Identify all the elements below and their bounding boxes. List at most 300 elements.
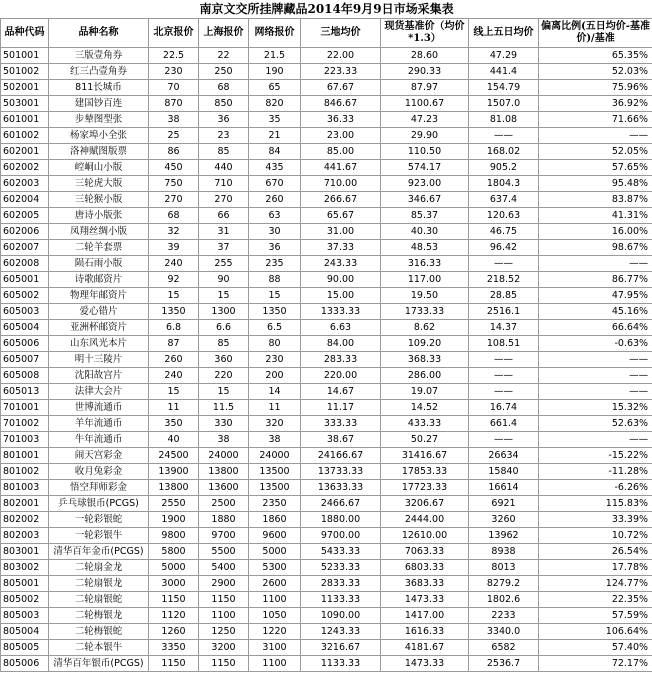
cell-name: 三轮虎大版 — [49, 176, 149, 192]
cell-deviation: -15.22% — [539, 448, 652, 464]
table-row — [1, 352, 652, 368]
cell-online: 1100 — [249, 592, 301, 608]
cell-shanghai: 23 — [199, 128, 249, 144]
cell-avg: 23.00 — [301, 128, 381, 144]
cell-online: 230 — [249, 352, 301, 368]
cell-deviation: 33.39% — [539, 512, 652, 528]
cell-shanghai: 1880 — [199, 512, 249, 528]
cell-name: 二轮梅银蛇 — [49, 624, 149, 640]
cell-deviation: 72.17% — [539, 656, 652, 672]
header-five-day: 线上五日均价 — [469, 19, 539, 48]
table-row — [1, 192, 652, 208]
cell-avg: 13733.33 — [301, 464, 381, 480]
cell-deviation: -6.26% — [539, 480, 652, 496]
cell-beijing: 240 — [149, 256, 199, 272]
cell-deviation: 65.35% — [539, 48, 652, 64]
cell-online: 260 — [249, 192, 301, 208]
cell-name: 山东风光本片 — [49, 336, 149, 352]
cell-base-price: 19.50 — [381, 288, 469, 304]
cell-code: 502001 — [1, 80, 49, 96]
cell-avg: 1090.00 — [301, 608, 381, 624]
cell-code: 602006 — [1, 224, 49, 240]
cell-name: 三轮猴小版 — [49, 192, 149, 208]
cell-five-day: 661.4 — [469, 416, 539, 432]
cell-avg: 36.33 — [301, 112, 381, 128]
cell-name: 诗歌邮资片 — [49, 272, 149, 288]
table-row — [1, 240, 652, 256]
cell-beijing: 450 — [149, 160, 199, 176]
cell-deviation: -11.28% — [539, 464, 652, 480]
cell-deviation: 124.77% — [539, 576, 652, 592]
cell-avg: 5433.33 — [301, 544, 381, 560]
cell-base-price: 1100.67 — [381, 96, 469, 112]
cell-avg: 1243.33 — [301, 624, 381, 640]
cell-online: 80 — [249, 336, 301, 352]
cell-base-price: 40.30 — [381, 224, 469, 240]
cell-beijing: 1150 — [149, 656, 199, 672]
cell-five-day: 16.74 — [469, 400, 539, 416]
header-code: 品种代码 — [1, 19, 49, 48]
cell-shanghai: 5400 — [199, 560, 249, 576]
cell-code: 803001 — [1, 544, 49, 560]
cell-name: 世博流通币 — [49, 400, 149, 416]
cell-code: 605001 — [1, 272, 49, 288]
cell-beijing: 1120 — [149, 608, 199, 624]
cell-shanghai: 9700 — [199, 528, 249, 544]
cell-beijing: 40 — [149, 432, 199, 448]
table-row — [1, 80, 652, 96]
cell-five-day: 8938 — [469, 544, 539, 560]
cell-online: 1350 — [249, 304, 301, 320]
cell-five-day: 6921 — [469, 496, 539, 512]
cell-deviation: 57.59% — [539, 608, 652, 624]
table-row — [1, 304, 652, 320]
cell-base-price: 29.90 — [381, 128, 469, 144]
cell-base-price: 2444.00 — [381, 512, 469, 528]
cell-code: 602001 — [1, 144, 49, 160]
cell-shanghai: 1100 — [199, 608, 249, 624]
cell-five-day: 1507.0 — [469, 96, 539, 112]
cell-shanghai: 85 — [199, 336, 249, 352]
cell-shanghai: 11.5 — [199, 400, 249, 416]
cell-base-price: 290.33 — [381, 64, 469, 80]
cell-shanghai: 1150 — [199, 592, 249, 608]
cell-shanghai: 710 — [199, 176, 249, 192]
cell-five-day: 218.52 — [469, 272, 539, 288]
cell-online: 1050 — [249, 608, 301, 624]
cell-base-price: 109.20 — [381, 336, 469, 352]
table-row — [1, 320, 652, 336]
cell-five-day: 2233 — [469, 608, 539, 624]
cell-five-day: 96.42 — [469, 240, 539, 256]
cell-avg: 5233.33 — [301, 560, 381, 576]
cell-five-day: 81.08 — [469, 112, 539, 128]
cell-avg: 441.67 — [301, 160, 381, 176]
cell-base-price: 17723.33 — [381, 480, 469, 496]
cell-five-day: 1804.3 — [469, 176, 539, 192]
cell-deviation: 26.54% — [539, 544, 652, 560]
cell-five-day: —— — [469, 384, 539, 400]
cell-five-day: —— — [469, 368, 539, 384]
cell-code: 805001 — [1, 576, 49, 592]
cell-deviation: —— — [539, 256, 652, 272]
cell-avg: 31.00 — [301, 224, 381, 240]
cell-five-day: 2516.1 — [469, 304, 539, 320]
cell-avg: 1133.33 — [301, 656, 381, 672]
cell-name: 陨石雨小版 — [49, 256, 149, 272]
cell-avg: 6.63 — [301, 320, 381, 336]
table-row — [1, 160, 652, 176]
cell-online: 2350 — [249, 496, 301, 512]
cell-online: 670 — [249, 176, 301, 192]
cell-online: 9600 — [249, 528, 301, 544]
cell-avg: 266.67 — [301, 192, 381, 208]
cell-online: 190 — [249, 64, 301, 80]
cell-code: 802003 — [1, 528, 49, 544]
cell-avg: 11.17 — [301, 400, 381, 416]
cell-shanghai: 1250 — [199, 624, 249, 640]
cell-code: 501002 — [1, 64, 49, 80]
cell-shanghai: 13800 — [199, 464, 249, 480]
cell-name: 洛神赋图版票 — [49, 144, 149, 160]
cell-online: 235 — [249, 256, 301, 272]
cell-avg: 223.33 — [301, 64, 381, 80]
cell-code: 602008 — [1, 256, 49, 272]
cell-base-price: 48.53 — [381, 240, 469, 256]
cell-name: 二轮扇银龙 — [49, 576, 149, 592]
cell-avg: 38.67 — [301, 432, 381, 448]
cell-base-price: 117.00 — [381, 272, 469, 288]
cell-code: 602007 — [1, 240, 49, 256]
table-row — [1, 512, 652, 528]
cell-online: 21.5 — [249, 48, 301, 64]
cell-beijing: 25 — [149, 128, 199, 144]
cell-avg: 22.00 — [301, 48, 381, 64]
cell-online: 320 — [249, 416, 301, 432]
cell-name: 杨家埠小全张 — [49, 128, 149, 144]
cell-name: 凤翔丝绸小版 — [49, 224, 149, 240]
cell-base-price: 3206.67 — [381, 496, 469, 512]
cell-base-price: 3683.33 — [381, 576, 469, 592]
cell-five-day: —— — [469, 256, 539, 272]
cell-avg: 9700.00 — [301, 528, 381, 544]
table-row — [1, 144, 652, 160]
cell-deviation: 106.64% — [539, 624, 652, 640]
cell-deviation: 75.96% — [539, 80, 652, 96]
cell-five-day: 8013 — [469, 560, 539, 576]
cell-avg: 84.00 — [301, 336, 381, 352]
table-row — [1, 48, 652, 64]
cell-code: 801003 — [1, 480, 49, 496]
cell-online: 6.5 — [249, 320, 301, 336]
cell-shanghai: 90 — [199, 272, 249, 288]
cell-base-price: 87.97 — [381, 80, 469, 96]
cell-beijing: 39 — [149, 240, 199, 256]
cell-beijing: 5800 — [149, 544, 199, 560]
cell-five-day: 1802.6 — [469, 592, 539, 608]
cell-five-day: 637.4 — [469, 192, 539, 208]
cell-avg: 710.00 — [301, 176, 381, 192]
cell-code: 805004 — [1, 624, 49, 640]
cell-online: 35 — [249, 112, 301, 128]
cell-five-day: —— — [469, 432, 539, 448]
cell-shanghai: 6.6 — [199, 320, 249, 336]
cell-shanghai: 3200 — [199, 640, 249, 656]
cell-beijing: 230 — [149, 64, 199, 80]
cell-shanghai: 360 — [199, 352, 249, 368]
cell-base-price: 286.00 — [381, 368, 469, 384]
cell-avg: 220.00 — [301, 368, 381, 384]
cell-deviation: 66.64% — [539, 320, 652, 336]
cell-online: 15 — [249, 288, 301, 304]
cell-base-price: 316.33 — [381, 256, 469, 272]
cell-avg: 24166.67 — [301, 448, 381, 464]
cell-shanghai: 255 — [199, 256, 249, 272]
cell-base-price: 346.67 — [381, 192, 469, 208]
cell-five-day: 8279.2 — [469, 576, 539, 592]
cell-deviation: 52.05% — [539, 144, 652, 160]
table-row — [1, 432, 652, 448]
cell-code: 601002 — [1, 128, 49, 144]
cell-shanghai: 15 — [199, 384, 249, 400]
cell-name: 建国钞百连 — [49, 96, 149, 112]
cell-five-day: 6582 — [469, 640, 539, 656]
cell-base-price: 8.62 — [381, 320, 469, 336]
cell-name: 三版壹角券 — [49, 48, 149, 64]
cell-beijing: 68 — [149, 208, 199, 224]
cell-shanghai: 66 — [199, 208, 249, 224]
cell-online: 13500 — [249, 464, 301, 480]
cell-beijing: 38 — [149, 112, 199, 128]
cell-deviation: 86.77% — [539, 272, 652, 288]
cell-code: 605013 — [1, 384, 49, 400]
cell-beijing: 15 — [149, 288, 199, 304]
cell-avg: 846.67 — [301, 96, 381, 112]
cell-base-price: 12610.00 — [381, 528, 469, 544]
cell-deviation: 52.03% — [539, 64, 652, 80]
cell-name: 811长城币 — [49, 80, 149, 96]
table-row — [1, 416, 652, 432]
cell-online: 84 — [249, 144, 301, 160]
cell-shanghai: 5500 — [199, 544, 249, 560]
cell-shanghai: 85 — [199, 144, 249, 160]
cell-beijing: 1900 — [149, 512, 199, 528]
cell-online: 13500 — [249, 480, 301, 496]
cell-online: 36 — [249, 240, 301, 256]
cell-name: 二轮羊套票 — [49, 240, 149, 256]
table-row — [1, 208, 652, 224]
cell-avg: 67.67 — [301, 80, 381, 96]
table-row — [1, 656, 652, 672]
cell-name: 二轮扇金龙 — [49, 560, 149, 576]
cell-beijing: 1150 — [149, 592, 199, 608]
cell-base-price: 923.00 — [381, 176, 469, 192]
cell-avg: 2466.67 — [301, 496, 381, 512]
table-row — [1, 624, 652, 640]
cell-avg: 283.33 — [301, 352, 381, 368]
cell-online: 21 — [249, 128, 301, 144]
cell-deviation: 52.63% — [539, 416, 652, 432]
table-row — [1, 112, 652, 128]
cell-name: 牛年流通币 — [49, 432, 149, 448]
cell-name: 步辇图型张 — [49, 112, 149, 128]
cell-online: 30 — [249, 224, 301, 240]
cell-five-day: 26634 — [469, 448, 539, 464]
cell-code: 803002 — [1, 560, 49, 576]
cell-code: 802001 — [1, 496, 49, 512]
cell-beijing: 86 — [149, 144, 199, 160]
table-row — [1, 176, 652, 192]
table-row — [1, 256, 652, 272]
cell-five-day: 3260 — [469, 512, 539, 528]
cell-name: 唐诗小版张 — [49, 208, 149, 224]
cell-five-day: 46.75 — [469, 224, 539, 240]
cell-beijing: 5000 — [149, 560, 199, 576]
table-row — [1, 400, 652, 416]
cell-shanghai: 2500 — [199, 496, 249, 512]
cell-online: 88 — [249, 272, 301, 288]
cell-shanghai: 1300 — [199, 304, 249, 320]
cell-shanghai: 36 — [199, 112, 249, 128]
cell-shanghai: 220 — [199, 368, 249, 384]
cell-code: 801002 — [1, 464, 49, 480]
cell-online: 11 — [249, 400, 301, 416]
cell-deviation: 10.72% — [539, 528, 652, 544]
cell-online: 3100 — [249, 640, 301, 656]
cell-name: 一轮彩银蛇 — [49, 512, 149, 528]
cell-code: 605004 — [1, 320, 49, 336]
cell-code: 701003 — [1, 432, 49, 448]
cell-code: 602004 — [1, 192, 49, 208]
table-row — [1, 608, 652, 624]
cell-beijing: 350 — [149, 416, 199, 432]
cell-code: 503001 — [1, 96, 49, 112]
cell-shanghai: 270 — [199, 192, 249, 208]
cell-avg: 1880.00 — [301, 512, 381, 528]
cell-five-day: 3340.0 — [469, 624, 539, 640]
cell-name: 乒乓球银币(PCGS) — [49, 496, 149, 512]
cell-beijing: 13800 — [149, 480, 199, 496]
cell-five-day: 441.4 — [469, 64, 539, 80]
cell-beijing: 1260 — [149, 624, 199, 640]
cell-five-day: —— — [469, 352, 539, 368]
cell-beijing: 240 — [149, 368, 199, 384]
cell-deviation: —— — [539, 128, 652, 144]
cell-deviation: —— — [539, 384, 652, 400]
cell-avg: 3216.67 — [301, 640, 381, 656]
cell-deviation: 57.40% — [539, 640, 652, 656]
cell-name: 收月兔彩金 — [49, 464, 149, 480]
cell-online: 1220 — [249, 624, 301, 640]
cell-deviation: 95.48% — [539, 176, 652, 192]
cell-shanghai: 850 — [199, 96, 249, 112]
cell-base-price: 574.17 — [381, 160, 469, 176]
header-base-price: 现货基准价（均价*1.3） — [381, 19, 469, 48]
table-row — [1, 576, 652, 592]
cell-deviation: -0.63% — [539, 336, 652, 352]
cell-avg: 65.67 — [301, 208, 381, 224]
cell-beijing: 22.5 — [149, 48, 199, 64]
cell-five-day: 2536.7 — [469, 656, 539, 672]
cell-name: 亚洲杯邮资片 — [49, 320, 149, 336]
cell-five-day: 905.2 — [469, 160, 539, 176]
cell-online: 820 — [249, 96, 301, 112]
cell-name: 爱心错片 — [49, 304, 149, 320]
cell-online: 2600 — [249, 576, 301, 592]
cell-beijing: 15 — [149, 384, 199, 400]
cell-five-day: 28.85 — [469, 288, 539, 304]
cell-deviation: 83.87% — [539, 192, 652, 208]
cell-base-price: 1473.33 — [381, 656, 469, 672]
cell-deviation: 115.83% — [539, 496, 652, 512]
cell-avg: 14.67 — [301, 384, 381, 400]
cell-shanghai: 68 — [199, 80, 249, 96]
table-row — [1, 368, 652, 384]
cell-name: 一轮彩银牛 — [49, 528, 149, 544]
cell-shanghai: 22 — [199, 48, 249, 64]
table-row — [1, 448, 652, 464]
header-avg: 三地均价 — [301, 19, 381, 48]
table-row — [1, 64, 652, 80]
table-row — [1, 640, 652, 656]
cell-shanghai: 31 — [199, 224, 249, 240]
cell-five-day: —— — [469, 128, 539, 144]
cell-code: 701001 — [1, 400, 49, 416]
cell-shanghai: 1150 — [199, 656, 249, 672]
header-shanghai: 上海报价 — [199, 19, 249, 48]
cell-online: 65 — [249, 80, 301, 96]
cell-deviation: 41.31% — [539, 208, 652, 224]
cell-name: 物理年邮资片 — [49, 288, 149, 304]
cell-name: 崆峒山小版 — [49, 160, 149, 176]
cell-deviation: —— — [539, 432, 652, 448]
cell-beijing: 13900 — [149, 464, 199, 480]
cell-avg: 333.33 — [301, 416, 381, 432]
cell-code: 805003 — [1, 608, 49, 624]
cell-base-price: 4181.67 — [381, 640, 469, 656]
cell-beijing: 32 — [149, 224, 199, 240]
cell-deviation: 22.35% — [539, 592, 652, 608]
cell-beijing: 92 — [149, 272, 199, 288]
cell-online: 5000 — [249, 544, 301, 560]
cell-code: 605002 — [1, 288, 49, 304]
cell-name: 法律大会片 — [49, 384, 149, 400]
table-row — [1, 128, 652, 144]
cell-shanghai: 15 — [199, 288, 249, 304]
cell-avg: 13633.33 — [301, 480, 381, 496]
cell-base-price: 110.50 — [381, 144, 469, 160]
cell-shanghai: 250 — [199, 64, 249, 80]
cell-name: 清华百年金币(PCGS) — [49, 544, 149, 560]
cell-beijing: 87 — [149, 336, 199, 352]
table-row — [1, 560, 652, 576]
cell-base-price: 6803.33 — [381, 560, 469, 576]
cell-beijing: 870 — [149, 96, 199, 112]
cell-avg: 243.33 — [301, 256, 381, 272]
cell-shanghai: 2900 — [199, 576, 249, 592]
table-row — [1, 384, 652, 400]
cell-avg: 37.33 — [301, 240, 381, 256]
cell-code: 605006 — [1, 336, 49, 352]
cell-online: 63 — [249, 208, 301, 224]
cell-name: 羊年流通币 — [49, 416, 149, 432]
cell-avg: 85.00 — [301, 144, 381, 160]
header-name: 品种名称 — [49, 19, 149, 48]
cell-deviation: 45.16% — [539, 304, 652, 320]
cell-base-price: 1616.33 — [381, 624, 469, 640]
cell-base-price: 433.33 — [381, 416, 469, 432]
cell-code: 701002 — [1, 416, 49, 432]
